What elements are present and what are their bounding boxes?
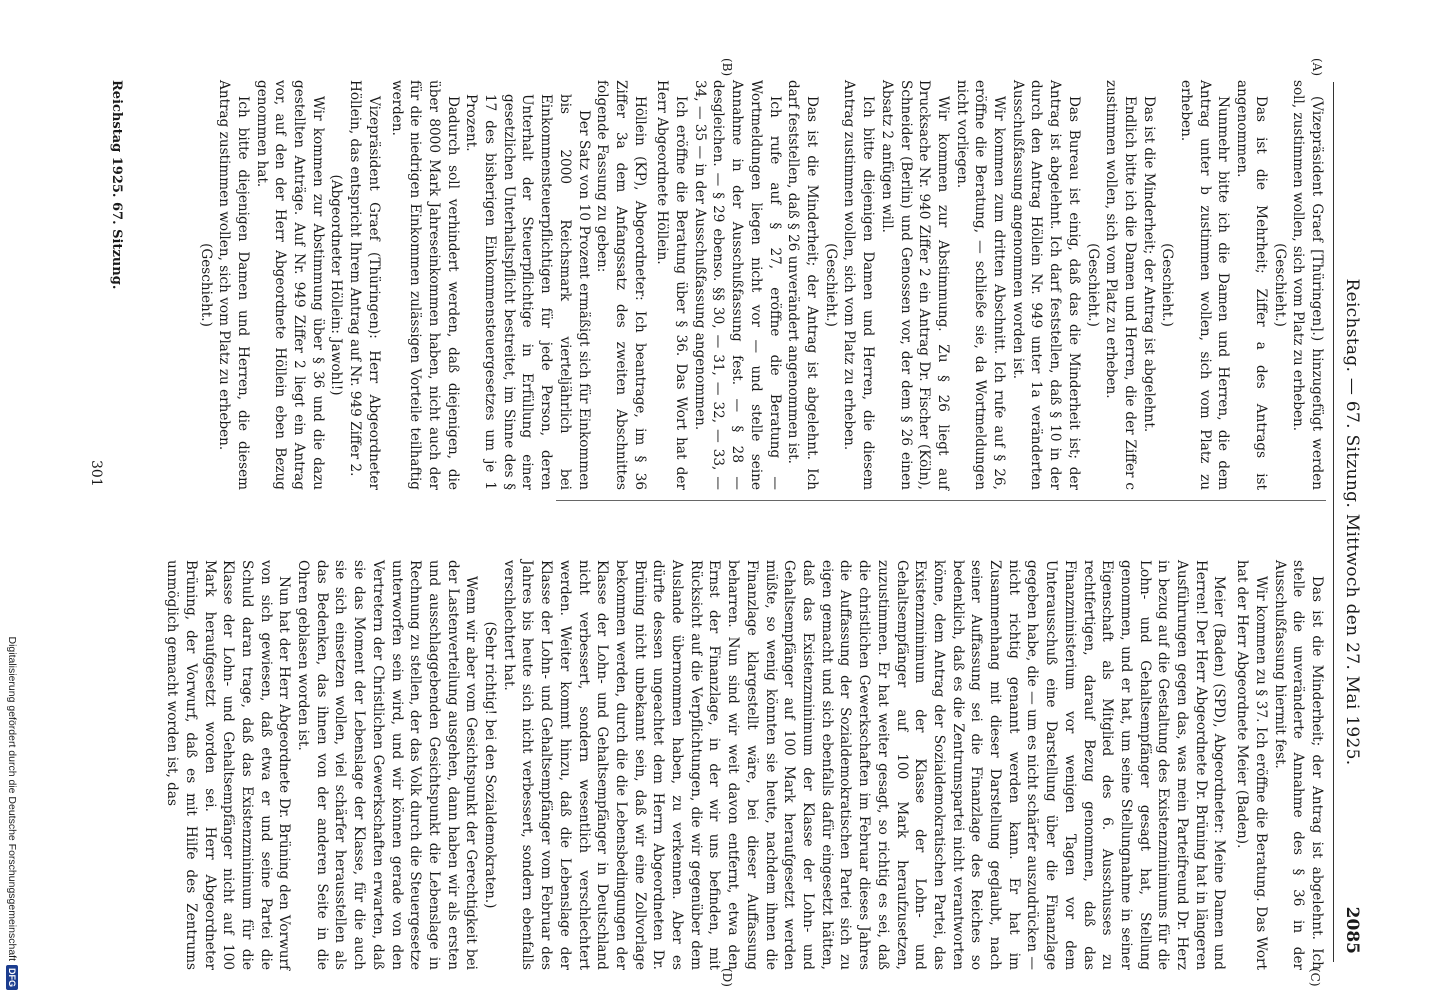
stage-direction: (Geschieht.) [1271,243,1288,327]
speaker-paragraph: Höllein (KP), Abgeordneter: Ich beantrage, im § 36 Ziffer 3a dem Anfangssatz des zweiten Abschnittes folgende Fassung zu geben: [594,80,648,490]
margin-mark-b: (B) [720,58,734,77]
paragraph: Das ist die Mehrheit; Ziffer a des Antrags ist angenommen. [1234,80,1269,490]
footer-page-sequence: 301 [88,460,104,487]
paragraph: Ich bitte diejenigen Damen und Herren, die diesem Antrag zustimmen wollen, sich vom Platz zu erheben. [216,80,251,490]
paragraph: Nun hat der Herr Abgeordnete Dr. Brüning den Vorwurf von sich gewiesen, daß etwa er und seine Partei die Schuld daran trage, daß das Existenzminimum für die Klasse der Lohn- und Gehaltsempfänger nicht auf 100 Mark heraufgesetzt worden sei. Herr Abgeordneter Brüning, der Vorwurf, daß es mit Hilfe des Zentrums unmöglich gemacht worden ist, das [164,560,293,970]
stage-direction: (Geschieht.) [197,243,214,327]
paragraph: Wir kommen zum dritten Abschnitt. Ich rufe auf § 26, eröffne die Beratung, — schließe sie, da Wortmeldungen nicht vorliegen. [953,80,1008,490]
paragraph: Wir kommen zur Abstimmung über § 36 und die dazu gestellten Anträge. Auf Nr. 949 Ziffer 2 liegt ein Antrag vor, auf den der Herr Abgeordnete Höllein eben Bezug genommen hat. [253,80,326,490]
paragraph: (Vizepräsident Graef [Thüringen].) hinzugefügt werden soll, zustimmen wollen, sich vom Platz zu erheben. [1290,80,1325,490]
paragraph: Endlich bitte ich die Damen und Herren, die der Ziffer c zustimmen wollen, sich vom Platz zu erheben. [1103,80,1138,490]
margin-mark-d: (D) [720,968,734,987]
right-column [162,560,1326,970]
paragraph: Das ist die Minderheit; der Antrag ist abgelehnt. Ich stelle die unveränderte Annahme des § 36 in der Ausschußfassung hiermit fest. [1271,560,1325,970]
stage-direction: (Geschieht.) [1159,243,1176,327]
margin-mark-a: (A) [1310,58,1324,77]
column-divider [556,500,1326,501]
paragraph: Dadurch soll verhindert werden, daß diejenigen, die über 8000 Mark Jahreseinkommen haben, nicht auch der für die niedrigen Einkommen zulässigen Vorteile teilhaftig werden. [388,80,461,490]
interjection: (Sehr richtig! bei den Sozialdemokraten.) [482,621,499,909]
speaker-paragraph: Vizepräsident Graef (Thüringen): Herr Abgeordneter Höllein, das entspricht Ihrem Antrag auf Nr. 949 Ziffer 2. [347,80,382,490]
digitization-credit [2,0,22,1000]
paragraph: Ich eröffne die Beratung über § 36. Das Wort hat der Herr Abgeordnete Höllein. [654,80,690,490]
speaker-paragraph: Meier (Baden) (SPD), Abgeordneter: Meine Damen und Herren! Der Herr Abgeordnete Dr. Brüning hat in längeren Ausführungen gegen das, was mein Parteifreund Dr. Herz in bezug auf die Gestaltung des Existenzminimums für die Lohn- und Gehaltsempfänger gesagt hat, Stellung genommen, und er hat, um seine Stellungnahme in seiner Eigenschaft als Mitglied des 6. Ausschusses zu rechtfertigen, darauf Bezug genommen, daß das Finanzministerium vor wenigen Tagen vor dem Unterausschuß eine Darstellung über die Finanzlage gegeben habe, die — um es nicht schärfer auszudrücken — nicht richtig genannt werden kann. Er hat im Zusammenhang mit dieser Darstellung geglaubt, nach seiner Auffassung sei die Finanzlage des Reiches so bedenklich, daß es die Zentrumspartei nicht verantworten könne, dem Antrag der Sozialdemokratischen Partei, das Existenzminimum der Klasse der Lohn- und Gehaltsempfänger auf 100 Mark heraufzusetzen, zuzustimmen. Er hat weiter gesagt, so richtig es sei, daß die christlichen Gewerkschaften im Februar dieses Jahres die Auffassung der Sozialdemokratischen Partei sich zu eigen gemacht und sich ebenfalls dafür eingesetzt hätten, daß das Existenzminimum der Klasse der Lohn- und Gehaltsempfänger auf 100 Mark heraufgesetzt werden müßte, so wenig könnten sie heute, nachdem ihnen die Finanzlage klargestellt wäre, bei dieser Auffassung beharren. Nun sind wir weit davon entfernt, etwa den Ernst der Finanzlage, in der wir uns befinden, mit Rücksicht auf die Verpflichtungen, die wir gegenüber dem Auslande übernommen haben, zu verkennen. Aber es dürfte dessen ungeachtet dem Herrn Abgeordneten Dr. Brüning nicht unbekannt sein, daß wir eine Zollvorlage bekommen werden, durch die die Lebensbedingungen der Klasse der Lohn- und Gehaltsempfänger in Deutschland nicht verbessert, sondern wesentlich verschlechtert werden. Weiter kommt hinzu, daß die Lebenslage der Klasse der Lohn- und Gehaltsempfänger vom Februar des Jahres bis heute sich nicht verbessert, sondern ebenfalls verschlechtert hat. [500,560,1228,970]
page-number: 2085 [1342,906,1362,954]
footer-session-label: Reichstag 1925. 67. Sitzung. [109,80,124,290]
paragraph: Wir kommen zu § 37. Ich eröffne die Beratung. Das Wort hat der Herr Abgeordnete Meier (Baden). [1234,560,1269,970]
stage-direction: (Geschieht.) [1084,243,1101,327]
paragraph: Das Bureau ist einig, daß das die Minderheit ist; der Antrag ist abgelehnt. Ich darf feststellen, daß § 10 in der durch den Antrag Höllein Nr. 949 unter 1a veränderten Ausschußfassung angenommen worden ist. [1009,80,1082,490]
paragraph: Ich rufe auf § 27, eröffne die Beratung — Wortmeldungen liegen nicht vor — und stelle seine Annahme in der Ausschußfassung fest. — § 28 — desgleichen. — § 29 ebenso. §§ 30, — 31, — 32, — 33, — 34, — 35 — in der Ausschußfassung angenommen. [691,80,783,490]
quoted-text: Der Satz von 10 Prozent ermäßigt sich für Einkommen bis 2000 Reichsmark vierteljährlich bei Einkommensteuerpflichtigen für jede Person, deren Unterhalt der Steuerpflichtige in Erfüllung einer gesetzlichen Unterhaltspflicht bestreitet, im Sinne des § 17 des bisherigen Einkommensteuergesetzes um je 1 Prozent. [463,94,592,490]
paragraph: Wenn wir aber vom Gesichtspunkt der Gerechtigkeit bei der Lastenverteilung ausgehen, dann haben wir als ersten und ausschlaggebenden Gesichtspunkt die Lebenslage in Rechnung zu stellen, der das Volk durch die Steuergesetze unterworfen sein wird, und wir können gerade von den Vertretern der Christlichen Gewerkschaften erwarten, daß sie das Moment der Lebenslage der Klasse, für die auch sie sich einsetzen wollen, viel schärfer herausstellen als das Bedenken, das ihnen von der anderen Seite in die Ohren geblasen worden ist. [295,560,480,970]
stage-direction: (Geschieht.) [822,243,839,327]
dfg-logo-icon: DFG [6,965,18,990]
paragraph: Ich bitte diejenigen Damen und Herren, die diesem Antrag zustimmen wollen, sich vom Platz zu erheben. [841,80,877,490]
header-title: Reichstag. — 67. Sitzung. Mittwoch den 27. Mai 1925. [1342,278,1362,766]
credit-text: Digitalisierung gefördert durch die Deutsche Forschungsgemeinschaft [6,636,18,961]
paragraph: Wir kommen zur Abstimmung. Zu § 26 liegt auf Drucksache Nr. 940 Ziffer 2 ein Antrag Dr. Fischer (Köln), Schneider (Berlin) und Genossen vor, der dem § 26 einen Absatz 2 anfügen will. [878,80,951,490]
left-column [196,80,1326,490]
paragraph: Nunmehr bitte ich die Damen und Herren, die dem Antrag unter b zustimmen wollen, sich vom Platz zu erheben. [1178,80,1232,490]
page-header [1333,82,1364,962]
interjection: (Abgeordneter Höllein: Jawohl!) [328,174,345,396]
paragraph: Das ist die Minderheit; der Antrag ist abgelehnt. Ich darf feststellen, daß § 26 unverändert angenommen ist. [785,80,821,490]
paragraph: Das ist die Minderheit; der Antrag ist abgelehnt. [1140,96,1157,433]
margin-mark-c: (C) [1308,968,1322,987]
